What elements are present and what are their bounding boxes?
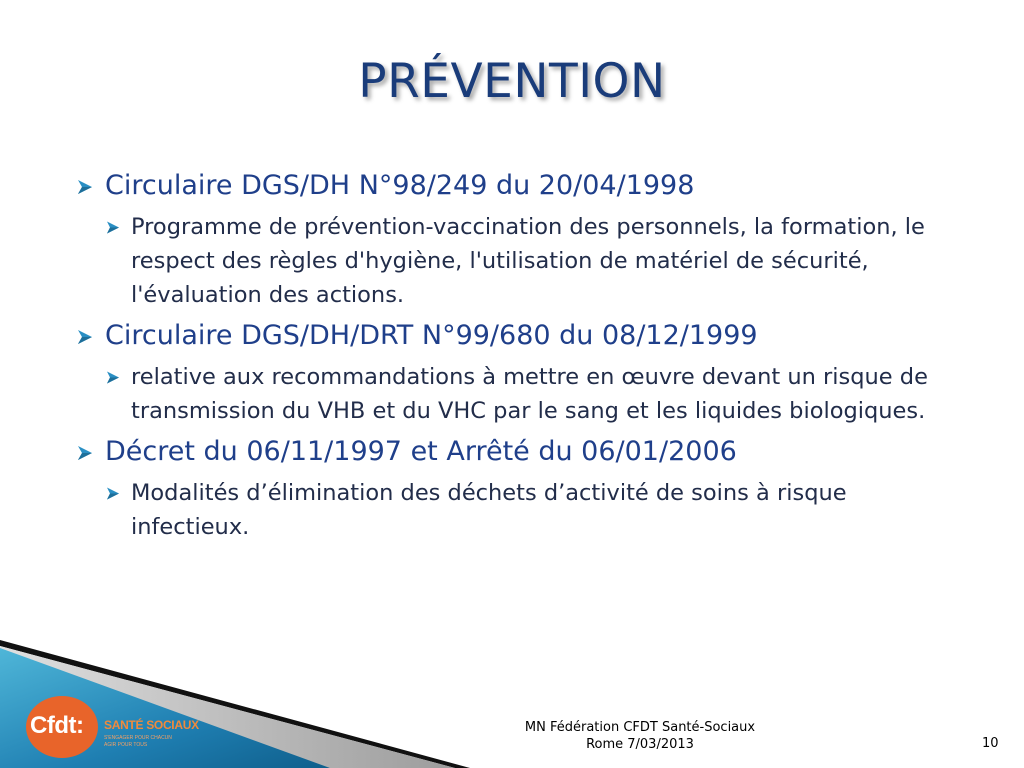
arrow-bullet-icon (76, 444, 98, 462)
sub-bullet-item-2 (105, 360, 966, 428)
sub-bullet-text: Programme de prévention-vaccination des personnels, la formation, le respect des règles d'hygiène, l'utilisation de matériel de sécurité, l'évaluation des actions. (131, 214, 925, 308)
sub-bullet-text: Modalités d’élimination des déchets d’activité de soins à risque infectieux. (131, 480, 847, 540)
logo-name: SANTÉ SOCIAUX (104, 718, 199, 732)
arrow-bullet-icon (105, 486, 123, 501)
bullet-item-3 (76, 434, 976, 470)
footer-line-1: MN Fédération CFDT Santé-Sociaux (524, 720, 756, 735)
logo-brand: Cfdt: (30, 712, 84, 739)
bullet-item-1 (76, 168, 976, 204)
arrow-bullet-icon (76, 178, 98, 196)
bullet-heading: Circulaire DGS/DH N°98/249 du 20/04/1998 (105, 170, 695, 201)
logo-tagline-1: S'ENGAGER POUR CHACUN (104, 735, 172, 741)
arrow-bullet-icon (105, 220, 123, 235)
slide-footer (460, 719, 820, 753)
logo-tagline-2: AGIR POUR TOUS (104, 742, 148, 748)
bullet-item-2 (76, 318, 976, 354)
sub-bullet-item-1 (105, 210, 966, 312)
arrow-bullet-icon (76, 328, 98, 346)
arrow-bullet-icon (105, 370, 123, 385)
footer-line-2: Rome 7/03/2013 (586, 737, 694, 752)
slide-title: PRÉVENTION (358, 54, 666, 109)
bullet-heading: Circulaire DGS/DH/DRT N°99/680 du 08/12/1999 (105, 320, 758, 351)
page-number: 10 (982, 736, 999, 751)
cfdt-logo (26, 694, 199, 760)
sub-bullet-item-3 (105, 476, 966, 544)
bullet-heading: Décret du 06/11/1997 et Arrêté du 06/01/2006 (105, 436, 737, 467)
sub-bullet-text: relative aux recommandations à mettre en œuvre devant un risque de transmission du VHB et du VHC par le sang et les liquides biologiques. (131, 364, 928, 424)
slide-content (76, 168, 976, 550)
